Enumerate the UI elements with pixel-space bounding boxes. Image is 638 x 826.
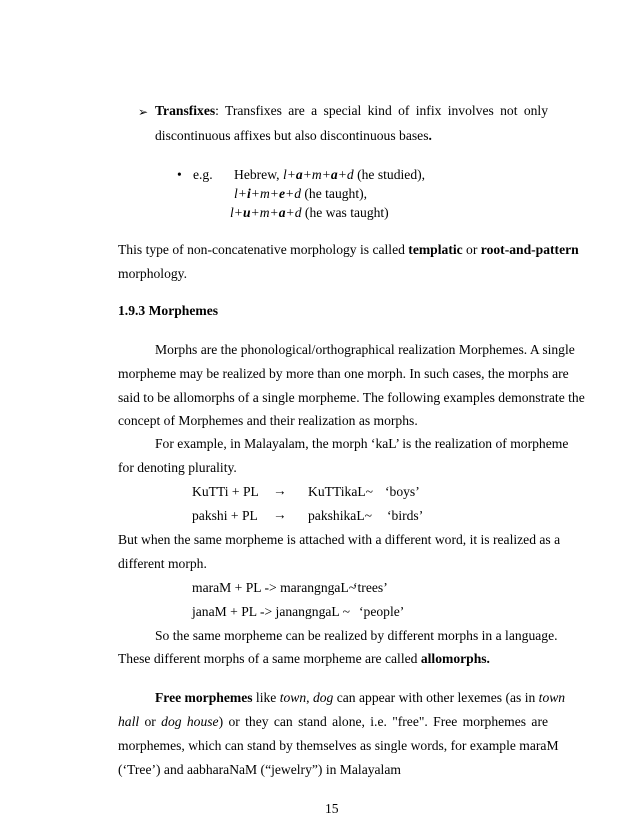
para1-line-3: said to be allomorphs of a single morpheme. The following examples demonstrate the [118,390,585,405]
para3-line-2: different morph. [118,556,207,571]
vowel-e: e [278,186,285,201]
example-line-1 [234,167,425,183]
gloss: (he studied), [353,167,426,182]
templatic-text: This type of non-concatenative morphology is called [118,242,409,257]
example-result: KuTTikaL~ [308,484,374,499]
root-l: l [230,205,234,220]
templatic-line-2: morphology. [118,266,187,281]
vowel-u: u [242,205,251,220]
transfixes-text: : Transfixes are a special kind of infix involves not only [215,103,548,118]
para4-text: These different morphs of a same morpheme are called [118,651,421,666]
example-line-2 [234,186,367,202]
example-gloss: ‘boys’ [385,484,420,499]
root-d: d [346,167,354,182]
root-d: d [294,186,301,201]
root-l: l [282,167,287,182]
plus: + [269,205,279,220]
example-word: hall [118,714,140,729]
para1-line-2: morpheme may be realized by more than one morph. In such cases, the morphs are [118,366,569,381]
plus: + [237,186,247,201]
text: , [306,690,313,705]
example-word: dog house [161,714,219,729]
para1-line-4: concept of Morphemes and their realization as morphs. [118,413,418,428]
root-m: m [259,205,270,220]
para4-line-1: So the same morpheme can be realized by different morphs in a language. [155,628,558,643]
vowel-a: a [278,205,286,220]
vowel-i: i [246,186,251,201]
templatic-line-1 [118,242,579,258]
eg-label: e.g. [193,167,213,182]
plus: + [233,205,243,220]
plus: + [302,167,312,182]
para5-line-3: morphemes, which can stand by themselves as single words, for example maraM [118,738,559,753]
gloss: (he taught), [300,186,368,201]
transfixes-line-2 [155,128,432,144]
text: like [252,690,280,705]
dot-bullet-icon: • [177,167,182,182]
para2-line-2: for denoting plurality. [118,460,237,475]
example-line-3 [230,205,389,221]
transfixes-line-2-text: discontinuous affixes but also discontinuous bases [155,128,429,143]
para1-line-1: Morphs are the phonological/orthographical realization Morphemes. A single [155,342,575,357]
vowel-a: a [295,167,303,182]
right-arrow-icon: → [273,507,287,522]
example-word: dog [312,690,334,705]
plus: + [321,167,331,182]
root-m: m [311,167,322,182]
para2-line-1: For example, in Malayalam, the morph ‘kaL’ is the realization of morpheme [155,436,569,451]
para4-line-2 [118,651,490,667]
section-heading: 1.9.3 Morphemes [118,303,219,318]
root-and-pattern-term: root-and-pattern [480,242,579,257]
root-d: d [294,205,302,220]
example-form: KuTTi + PL [192,484,259,499]
example-result: pakshikaL~ [308,508,372,523]
hebrew-label: Hebrew, [234,167,283,182]
free-morphemes-term: Free morphemes [155,690,253,705]
example-gloss: ‘people’ [359,604,405,619]
text: or [139,714,162,729]
arrow-bullet-icon: ➢ [138,105,149,119]
text: ) or they can stand alone, i.e. "free". Free morphemes are [218,714,549,729]
para3-line-1: But when the same morpheme is attached with a different word, it is realized as a [118,532,561,547]
text: can appear with other lexemes (as in [333,690,539,705]
root-m: m [259,186,270,201]
gloss: (he was taught) [301,205,389,220]
plus: + [285,205,295,220]
transfixes-period: . [428,128,432,143]
vowel-a: a [330,167,338,182]
transfixes-line-1 [155,103,548,119]
plus: + [250,186,260,201]
plus: + [337,167,347,182]
root-l: l [234,186,238,201]
allomorphs-term: allomorphs. [420,651,490,666]
plus: + [285,186,295,201]
example-form: pakshi + PL [192,508,258,523]
plus: + [269,186,279,201]
or-text: or [462,242,481,257]
plus: + [286,167,296,182]
example-text: maraM + PL -> marangngaL~ [192,580,357,595]
right-arrow-icon: → [273,483,287,498]
example-word: town [279,690,307,705]
plus: + [250,205,260,220]
example-gloss: ‘birds’ [387,508,424,523]
para5-line-2 [118,714,548,730]
example-text: janaM + PL -> janangngaL ~ [192,604,350,619]
page-number: 15 [325,801,339,816]
example-word: town [538,690,566,705]
para5-line-1 [155,690,566,706]
templatic-term: templatic [408,242,463,257]
para5-line-4: (‘Tree’) and aabharaNaM (“jewelry”) in Malayalam [118,762,401,777]
example-gloss: ‘trees’ [353,580,388,595]
transfixes-label: Transfixes [155,103,216,118]
